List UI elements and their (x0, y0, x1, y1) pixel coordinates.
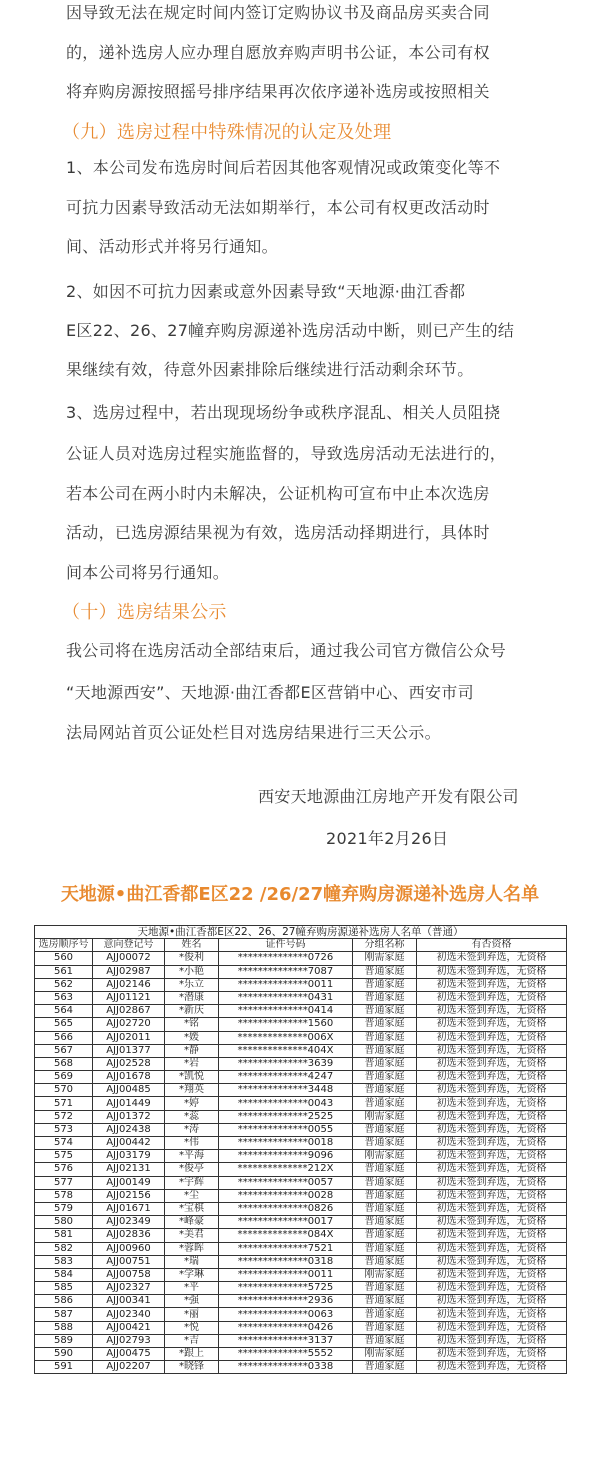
table-cell: **************2936 (219, 1295, 353, 1308)
signature-date: 2021年2月26日 (326, 829, 449, 848)
table-caption: 天地源•曲江香都E区22、26、27幢弃购房源递补选房人名单（普通） (35, 926, 567, 939)
table-header-cell: 有否资格 (417, 939, 567, 952)
table-cell: AJJ02327 (93, 1282, 165, 1295)
table-cell: *丽 (165, 1308, 219, 1321)
list-title: 天地源•曲江香都E区22 /26/27幢弃购房源递补选房人名单 (60, 884, 540, 905)
paragraph-line: 间本公司将另行通知。 (66, 563, 230, 582)
table-cell: 初选未签到弃选，无资格 (417, 1334, 567, 1347)
table-cell: AJJ02349 (93, 1216, 165, 1229)
table-cell: **************3639 (219, 1057, 353, 1070)
table-cell: 普通家庭 (353, 1123, 417, 1136)
table-cell: *婷 (165, 1097, 219, 1110)
table-row (35, 1308, 567, 1321)
paragraph-line: 的，递补选房人应办理自愿放弃购声明书公证，本公司有权 (66, 43, 490, 62)
table-cell: 588 (35, 1321, 93, 1334)
table-cell: *平 (165, 1282, 219, 1295)
table-cell: **************0414 (219, 1005, 353, 1018)
table-cell: 初选未签到弃选，无资格 (417, 1150, 567, 1163)
table-cell: 初选未签到弃选，无资格 (417, 1202, 567, 1215)
table-cell: *伟 (165, 1137, 219, 1150)
table-row (35, 1110, 567, 1123)
table-cell: 初选未签到弃选，无资格 (417, 1295, 567, 1308)
table-cell: AJJ02146 (93, 978, 165, 991)
table-cell: 564 (35, 1005, 93, 1018)
table-cell: 普通家庭 (353, 1031, 417, 1044)
section-heading-9: （九）选房过程中特殊情况的认定及处理 (62, 122, 392, 143)
table-cell: *静 (165, 1044, 219, 1057)
table-cell: *俊亭 (165, 1163, 219, 1176)
table-cell: 刚需家庭 (353, 1110, 417, 1123)
table-cell: 普通家庭 (353, 1282, 417, 1295)
table-cell: *美君 (165, 1229, 219, 1242)
table-row (35, 1268, 567, 1281)
table-cell: 普通家庭 (353, 1097, 417, 1110)
table-cell: 普通家庭 (353, 1176, 417, 1189)
table-row (35, 1242, 567, 1255)
table-cell: **************9096 (219, 1150, 353, 1163)
table-cell: 初选未签到弃选，无资格 (417, 1031, 567, 1044)
table-cell: *吉 (165, 1334, 219, 1347)
paragraph-line: 可抗力因素导致活动无法如期举行，本公司有权更改活动时 (66, 198, 490, 217)
table-cell: **************0063 (219, 1308, 353, 1321)
table-cell: 582 (35, 1242, 93, 1255)
table-cell: 初选未签到弃选，无资格 (417, 1057, 567, 1070)
table-cell: **************212X (219, 1163, 353, 1176)
table-cell: 572 (35, 1110, 93, 1123)
table-row (35, 965, 567, 978)
table-row (35, 1321, 567, 1334)
table-row (35, 1295, 567, 1308)
table-cell: **************3137 (219, 1334, 353, 1347)
table-cell: 573 (35, 1123, 93, 1136)
table-cell: **************006X (219, 1031, 353, 1044)
table-cell: 587 (35, 1308, 93, 1321)
table-cell: **************0055 (219, 1123, 353, 1136)
table-cell: 普通家庭 (353, 1255, 417, 1268)
table-cell: AJJ02131 (93, 1163, 165, 1176)
table-cell: 580 (35, 1216, 93, 1229)
table-cell: *强 (165, 1295, 219, 1308)
table-cell: *涛 (165, 1123, 219, 1136)
table-cell: AJJ02836 (93, 1229, 165, 1242)
table-cell: AJJ01377 (93, 1044, 165, 1057)
table-cell: 578 (35, 1189, 93, 1202)
table-cell: 590 (35, 1348, 93, 1361)
table-cell: 560 (35, 952, 93, 965)
table-cell: 初选未签到弃选，无资格 (417, 1268, 567, 1281)
table-cell: AJJ01449 (93, 1097, 165, 1110)
table-cell: **************0011 (219, 978, 353, 991)
table-row (35, 1202, 567, 1215)
table-cell: 563 (35, 991, 93, 1004)
table-row (35, 1097, 567, 1110)
table-cell: *宝棋 (165, 1202, 219, 1215)
table-cell: 刚需家庭 (353, 952, 417, 965)
table-cell: 普通家庭 (353, 1308, 417, 1321)
paragraph-line: 因导致无法在规定时间内签订定购协议书及商品房买卖合同 (66, 3, 490, 22)
table-row (35, 978, 567, 991)
table-cell: 刚需家庭 (353, 1268, 417, 1281)
table-row (35, 1044, 567, 1057)
table-cell: 普通家庭 (353, 1137, 417, 1150)
table-cell: *晓锋 (165, 1361, 219, 1374)
table-cell: **************0726 (219, 952, 353, 965)
paragraph-line: “天地源西安”、天地源·曲江香都E区营销中心、西安市司 (66, 683, 474, 702)
table-cell: 普通家庭 (353, 1216, 417, 1229)
table-cell: **************0826 (219, 1202, 353, 1215)
table-row (35, 1163, 567, 1176)
table-cell: AJJ00758 (93, 1268, 165, 1281)
table-cell: 普通家庭 (353, 1202, 417, 1215)
table-header-row (35, 939, 567, 952)
table-cell: 普通家庭 (353, 1005, 417, 1018)
table-cell: 初选未签到弃选，无资格 (417, 1282, 567, 1295)
table-cell: *俊利 (165, 952, 219, 965)
table-cell: **************7087 (219, 965, 353, 978)
table-cell: AJJ02867 (93, 1005, 165, 1018)
table-row (35, 991, 567, 1004)
table-cell: 585 (35, 1282, 93, 1295)
table-row (35, 952, 567, 965)
table-cell: 586 (35, 1295, 93, 1308)
table-cell: *新庆 (165, 1005, 219, 1018)
table-cell: AJJ00149 (93, 1176, 165, 1189)
table-cell: 初选未签到弃选，无资格 (417, 978, 567, 991)
table-cell: AJJ02207 (93, 1361, 165, 1374)
table-cell: 普通家庭 (353, 1084, 417, 1097)
table-cell: AJJ00485 (93, 1084, 165, 1097)
table-cell: AJJ00475 (93, 1348, 165, 1361)
table-cell: *凯悦 (165, 1071, 219, 1084)
table-cell: 普通家庭 (353, 1242, 417, 1255)
candidate-table (34, 925, 566, 1374)
table-cell: 普通家庭 (353, 1018, 417, 1031)
table-cell: *乐立 (165, 978, 219, 991)
table-row (35, 1057, 567, 1070)
paragraph-line: 活动，已选房源结果视为有效，选房活动择期进行，具体时 (66, 523, 490, 542)
table-cell: **************7521 (219, 1242, 353, 1255)
table-header-cell: 分组名称 (353, 939, 417, 952)
table-cell: 普通家庭 (353, 1334, 417, 1347)
table-cell: 初选未签到弃选，无资格 (417, 1348, 567, 1361)
table-cell: AJJ02720 (93, 1018, 165, 1031)
table-cell: **************0043 (219, 1097, 353, 1110)
table-row (35, 1189, 567, 1202)
table-cell: **************0057 (219, 1176, 353, 1189)
table-cell: *峰豪 (165, 1216, 219, 1229)
table-cell: AJJ00421 (93, 1321, 165, 1334)
table-cell: 初选未签到弃选，无资格 (417, 1044, 567, 1057)
paragraph-line: E区22、26、27幢弃购房源递补选房活动中断，则已产生的结 (66, 321, 515, 340)
table-cell: 591 (35, 1361, 93, 1374)
table-row (35, 1334, 567, 1347)
table-cell: 575 (35, 1150, 93, 1163)
table-cell: **************5552 (219, 1348, 353, 1361)
paragraph-line: 若本公司在两小时内未解决，公证机构可宣布中止本次选房 (66, 484, 490, 503)
table-cell: 初选未签到弃选，无资格 (417, 991, 567, 1004)
table-cell: 普通家庭 (353, 1057, 417, 1070)
table-cell: 577 (35, 1176, 93, 1189)
table-cell: **************0338 (219, 1361, 353, 1374)
table-cell: 574 (35, 1137, 93, 1150)
table-cell: *悦 (165, 1321, 219, 1334)
table-cell: 567 (35, 1044, 93, 1057)
table-cell: AJJ00072 (93, 952, 165, 965)
table-cell: 初选未签到弃选，无资格 (417, 1071, 567, 1084)
table-cell: 初选未签到弃选，无资格 (417, 1216, 567, 1229)
table-cell: *蕊 (165, 1110, 219, 1123)
table-cell: 普通家庭 (353, 1295, 417, 1308)
table-cell: 初选未签到弃选，无资格 (417, 1005, 567, 1018)
table-cell: **************0018 (219, 1137, 353, 1150)
table-row (35, 1361, 567, 1374)
table-cell: AJJ01671 (93, 1202, 165, 1215)
table-cell: AJJ02438 (93, 1123, 165, 1136)
table-cell: 581 (35, 1229, 93, 1242)
table-cell: 初选未签到弃选，无资格 (417, 1110, 567, 1123)
table-cell: AJJ00442 (93, 1137, 165, 1150)
table-cell: **************0017 (219, 1216, 353, 1229)
table-cell: AJJ01678 (93, 1071, 165, 1084)
table-cell: 普通家庭 (353, 1044, 417, 1057)
table-cell: 565 (35, 1018, 93, 1031)
paragraph-line: 1、本公司发布选房时间后若因其他客观情况或政策变化等不 (66, 158, 501, 177)
table-cell: *平海 (165, 1150, 219, 1163)
table-row (35, 1282, 567, 1295)
table-cell: *瑞 (165, 1255, 219, 1268)
table-row (35, 1084, 567, 1097)
table-cell: 初选未签到弃选，无资格 (417, 1189, 567, 1202)
table-row (35, 1176, 567, 1189)
table-row (35, 1071, 567, 1084)
table-cell: 576 (35, 1163, 93, 1176)
table-cell: AJJ01121 (93, 991, 165, 1004)
paragraph-line: 公证人员对选房过程实施监督的，导致选房活动无法进行的， (66, 444, 507, 463)
table-cell: AJJ02528 (93, 1057, 165, 1070)
table-cell: *岩 (165, 1057, 219, 1070)
table-cell: 579 (35, 1202, 93, 1215)
table-cell: **************2525 (219, 1110, 353, 1123)
table-cell: **************5725 (219, 1282, 353, 1295)
table-cell: 初选未签到弃选，无资格 (417, 1321, 567, 1334)
paragraph-line: 2、如因不可抗力因素或意外因素导致“天地源·曲江香都 (66, 282, 466, 301)
table-cell: 584 (35, 1268, 93, 1281)
table-cell: 普通家庭 (353, 1321, 417, 1334)
table-cell: 刚需家庭 (353, 1150, 417, 1163)
table-cell: 初选未签到弃选，无资格 (417, 1229, 567, 1242)
table-cell: AJJ00960 (93, 1242, 165, 1255)
table-cell: **************1560 (219, 1018, 353, 1031)
table-cell: **************0431 (219, 991, 353, 1004)
table-row (35, 1018, 567, 1031)
table-cell: 刚需家庭 (353, 1348, 417, 1361)
table-cell: AJJ02340 (93, 1308, 165, 1321)
table-cell: **************404X (219, 1044, 353, 1057)
table-cell: *铭 (165, 1018, 219, 1031)
table-cell: 普通家庭 (353, 965, 417, 978)
table-cell: 561 (35, 965, 93, 978)
table-header-cell: 意向登记号 (93, 939, 165, 952)
table-cell: 初选未签到弃选，无资格 (417, 1163, 567, 1176)
table-cell: 566 (35, 1031, 93, 1044)
table-cell: 初选未签到弃选，无资格 (417, 1084, 567, 1097)
table-row (35, 1255, 567, 1268)
paragraph-line: 果继续有效，待意外因素排除后继续进行活动剩余环节。 (66, 360, 474, 379)
table-cell: 普通家庭 (353, 1189, 417, 1202)
table-cell: AJJ01372 (93, 1110, 165, 1123)
table-header-cell: 证件号码 (219, 939, 353, 952)
table-cell: AJJ02156 (93, 1189, 165, 1202)
table-row (35, 1216, 567, 1229)
table-row (35, 1137, 567, 1150)
table-row (35, 1031, 567, 1044)
table-cell: 普通家庭 (353, 991, 417, 1004)
table-cell: 初选未签到弃选，无资格 (417, 1242, 567, 1255)
table-header-cell: 选房顺序号 (35, 939, 93, 952)
table-row (35, 1348, 567, 1361)
table-cell: *跟上 (165, 1348, 219, 1361)
table-row (35, 1229, 567, 1242)
table-cell: **************0426 (219, 1321, 353, 1334)
table-cell: *尘 (165, 1189, 219, 1202)
table-cell: 初选未签到弃选，无资格 (417, 965, 567, 978)
paragraph-line: 3、选房过程中，若出现现场纷争或秩序混乱、相关人员阻挠 (66, 403, 501, 422)
table-cell: 569 (35, 1071, 93, 1084)
table-cell: 570 (35, 1084, 93, 1097)
table-cell: 562 (35, 978, 93, 991)
table-cell: *蓉晖 (165, 1242, 219, 1255)
table-cell: **************0318 (219, 1255, 353, 1268)
table-cell: *学琳 (165, 1268, 219, 1281)
table-cell: 初选未签到弃选，无资格 (417, 1361, 567, 1374)
table-cell: 初选未签到弃选，无资格 (417, 1176, 567, 1189)
table-row (35, 1150, 567, 1163)
table-cell: *翔英 (165, 1084, 219, 1097)
table-cell: *小艳 (165, 965, 219, 978)
table-cell: 初选未签到弃选，无资格 (417, 1018, 567, 1031)
paragraph-line: 我公司将在选房活动全部结束后，通过我公司官方微信公众号 (66, 641, 507, 660)
table-cell: *媛 (165, 1031, 219, 1044)
table-cell: AJJ02011 (93, 1031, 165, 1044)
table-cell: 571 (35, 1097, 93, 1110)
table-cell: 568 (35, 1057, 93, 1070)
section-heading-10: （十）选房结果公示 (62, 602, 227, 623)
table-cell: 初选未签到弃选，无资格 (417, 1123, 567, 1136)
table-cell: **************0011 (219, 1268, 353, 1281)
table-cell: **************0028 (219, 1189, 353, 1202)
table-cell: 初选未签到弃选，无资格 (417, 952, 567, 965)
table-cell: 589 (35, 1334, 93, 1347)
table-cell: 普通家庭 (353, 1229, 417, 1242)
table-row (35, 1123, 567, 1136)
table-cell: *潜康 (165, 991, 219, 1004)
table-cell: AJJ02987 (93, 965, 165, 978)
table-cell: 普通家庭 (353, 1361, 417, 1374)
table-cell: **************4247 (219, 1071, 353, 1084)
table-cell: 普通家庭 (353, 1163, 417, 1176)
table-cell: **************3448 (219, 1084, 353, 1097)
table-cell: AJJ00751 (93, 1255, 165, 1268)
table-cell: 普通家庭 (353, 1071, 417, 1084)
table-cell: 初选未签到弃选，无资格 (417, 1255, 567, 1268)
table-cell: 初选未签到弃选，无资格 (417, 1137, 567, 1150)
table-header-cell: 姓名 (165, 939, 219, 952)
table-cell: 583 (35, 1255, 93, 1268)
table-row (35, 1005, 567, 1018)
paragraph-line: 间、活动形式并将另行通知。 (66, 237, 278, 256)
table-cell: AJJ03179 (93, 1150, 165, 1163)
table-cell: **************084X (219, 1229, 353, 1242)
paragraph-line: 将弃购房源按照摇号排序结果再次依序递补选房或按照相关 (66, 82, 490, 101)
table-cell: AJJ00341 (93, 1295, 165, 1308)
paragraph-line: 法局网站首页公证处栏目对选房结果进行三天公示。 (66, 723, 441, 742)
signature-company: 西安天地源曲江房地产开发有限公司 (258, 787, 519, 806)
table-cell: 普通家庭 (353, 978, 417, 991)
table-cell: *宇辉 (165, 1176, 219, 1189)
table-cell: 初选未签到弃选，无资格 (417, 1308, 567, 1321)
table-cell: AJJ02793 (93, 1334, 165, 1347)
table-cell: 初选未签到弃选，无资格 (417, 1097, 567, 1110)
